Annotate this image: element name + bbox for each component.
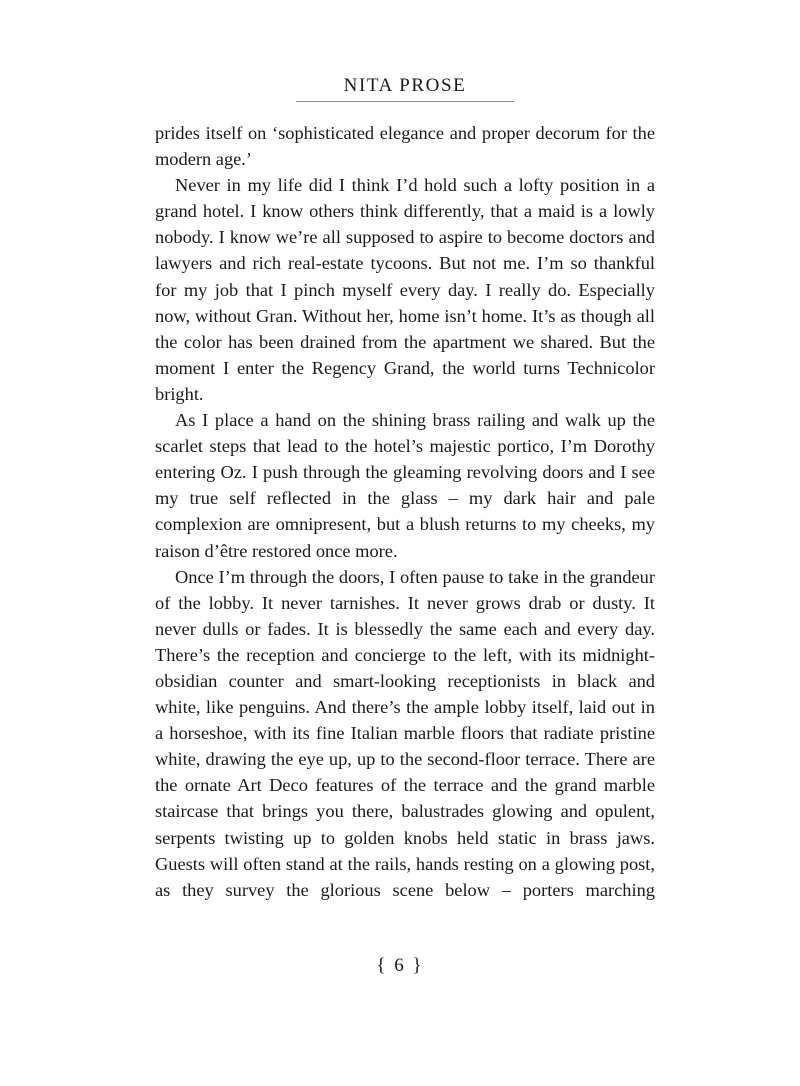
paragraph-2: Never in my life did I think I’d hold such a lofty position in a grand hotel. I know others think differently, that a maid is a lowly nobody. I know we’re all supposed to aspire to become doctors and lawyers and rich real-estate tycoons. But not me. I’m so thankful for my job that I pinch myself every day. I really do. Especially now, without Gran. Without her, home isn’t home. It’s as though all the color has been drained from the apartment we shared. But the moment I enter the Regency Grand, the world turns Technicolor bright.	[155, 175, 655, 404]
running-head: NITA PROSE	[343, 75, 467, 96]
body-text	[155, 120, 655, 903]
page-number: { 6 }	[376, 955, 424, 976]
paragraph-1: prides itself on ‘sophisticated elegance and proper decorum for the modern age.’	[155, 123, 655, 170]
paragraph-3: As I place a hand on the shining brass railing and walk up the scarlet steps that lead to the hotel’s majestic portico, I’m Dorothy entering Oz. I push through the gleaming revolving doors and I see my true self reflected in the glass – my dark hair and pale complexion are omnipresent, but a blush returns to my cheeks, my raison d’être restored once more.	[155, 410, 655, 561]
header-rule	[296, 101, 514, 102]
paragraph-4: Once I’m through the doors, I often pause to take in the grandeur of the lobby. It never tarnishes. It never grows drab or dusty. It never dulls or fades. It is blessedly the same each and every day. There’s the reception and concierge to the left, with its midnight-obsidian counter and smart-looking receptionists in black and white, like penguins. And there’s the ample lobby itself, laid out in a horseshoe, with its fine Italian marble floors that radiate pristine white, drawing the eye up, up to the second-floor terrace. There are the ornate Art Deco features of the terrace and the grand marble staircase that brings you there, balustrades glowing and opulent, serpents twisting up to golden knobs held static in brass jaws. Guests will often stand at the rails, hands resting on a glowing post, as they survey the glorious scene below – porters marching	[155, 566, 655, 900]
